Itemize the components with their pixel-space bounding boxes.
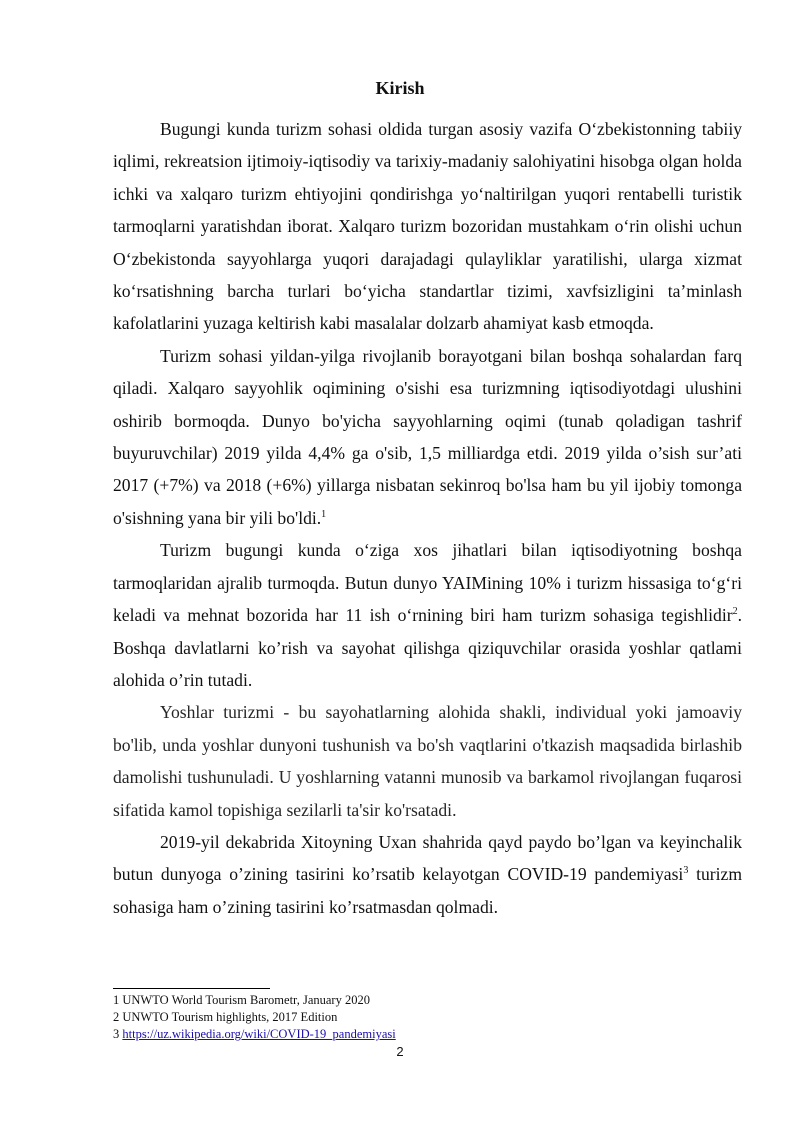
footnotes [113,992,742,1043]
paragraph-2-text: Turizm sohasi yildan-yilga rivojlanib borayotgani bilan boshqa sohalardan farq qiladi. Xalqaro sayyohlik oqimining o'sishi esa turizmning iqtisodiyotdagi ulushini oshirib bormoqda. Dunyo bo'yicha sayyohlarning oqimi (tunab qoladigan tashrif buyuruvchilar) 2019 yilda 4,4% ga o'sib, 1,5 milliardga etdi. 2019 yilda o’sish sur’ati 2017 (+7%) va 2018 (+6%) yillarga nisbatan sekinroq bo'lsa ham bu yil ijobiy tomonga o'sishning yana bir yili bo'ldi. [113,345,742,528]
footnote-3 [113,1026,742,1043]
paragraph-2 [113,340,742,534]
footnote-1 [113,992,742,1009]
paragraph-5-tail: turizm sohasiga ham o’zining tasirini ko’rsatmasdan qolmadi. [113,864,743,917]
paragraph-1-text: Bugungi kunda turizm sohasi oldida turgan asosiy vazifa O‘zbekistonning tabiiy iqlimi, rekreatsion ijtimoiy-iqtisodiy va tarixiy-madaniy salohiyatini hisobga olgan holda ichki va xalqaro turizm ehtiyojini qondirishga yo‘naltirilgan yuqori rentabelli turistik tarmoqlarni yaratishdan iborat. Xalqaro turizm bozoridan mustahkam o‘rin olishi uchun O‘zbekistonda sayyohlarga yuqori darajadagi qulayliklar yaratilishi, ularga xizmat ko‘rsatishning barcha turlari bo‘yicha standartlar tizimi, xavfsizligini ta’minlash kafolatlarini yuzaga keltirish kabi masalalar dolzarb ahamiyat kasb etmoqda. [113,119,742,334]
section-title: Kirish [375,78,425,98]
paragraph-4 [113,696,742,826]
footnote-ref-3[interactable]: 3 [683,865,689,877]
footnote-2-number: 2 [113,1010,120,1024]
paragraph-3-text: Turizm bugungi kunda o‘ziga xos jihatlari bilan iqtisodiyotning boshqa tarmoqlaridan ajralib turmoqda. Butun dunyo YAIMining 10% i turizm hissasiga to‘g‘ri keladi va mehnat bozorida har 11 ish o‘rnining biri ham turizm sohasiga tegishlidir [113,540,742,626]
footnote-separator [113,988,270,989]
footnote-ref-1[interactable]: 1 [321,509,327,521]
footnote-1-number: 1 [113,993,120,1007]
footnote-ref-2[interactable]: 2 [732,606,738,618]
footnote-3-number: 3 [113,1027,120,1041]
paragraph-4-text: Yoshlar turizmi - bu sayohatlarning alohida shakli, individual yoki jamoaviy bo'lib, unda yoshlar dunyoni tushunish va bo'sh vaqtlarini o'tkazish maqsadida birlashib damolishi tushunuladi. U yoshlarning vatanni munosib va barkamol rivojlangan fuqarosi sifatida kamol topishiga sezilarli ta'sir ko'rsatadi. [113,702,742,820]
footnote-1-text: UNWTO World Tourism Barometr, January 2020 [122,993,370,1007]
paragraph-3 [113,534,742,696]
footnote-3-link[interactable]: https://uz.wikipedia.org/wiki/COVID-19_pandemiyasi [122,1027,396,1041]
page-number: 2 [396,1044,404,1059]
footnote-2-text: UNWTO Tourism highlights, 2017 Edition [122,1010,338,1024]
body-text [113,113,742,923]
paragraph-5 [113,826,742,923]
paragraph-3-tail: . Boshqa davlatlarni ko’rish va sayohat qilishga qiziquvchilar orasida yoshlar qatlami alohida o’rin tutadi. [113,605,742,690]
paragraph-5-text: 2019-yil dekabrida Xitoyning Uxan shahrida qayd paydo bo’lgan va keyinchalik butun dunyoga o’zining tasirini ko’rsatib kelayotgan COVID-19 pandemiyasi [113,831,742,885]
paragraph-1 [113,113,742,340]
footnote-2 [113,1009,742,1026]
